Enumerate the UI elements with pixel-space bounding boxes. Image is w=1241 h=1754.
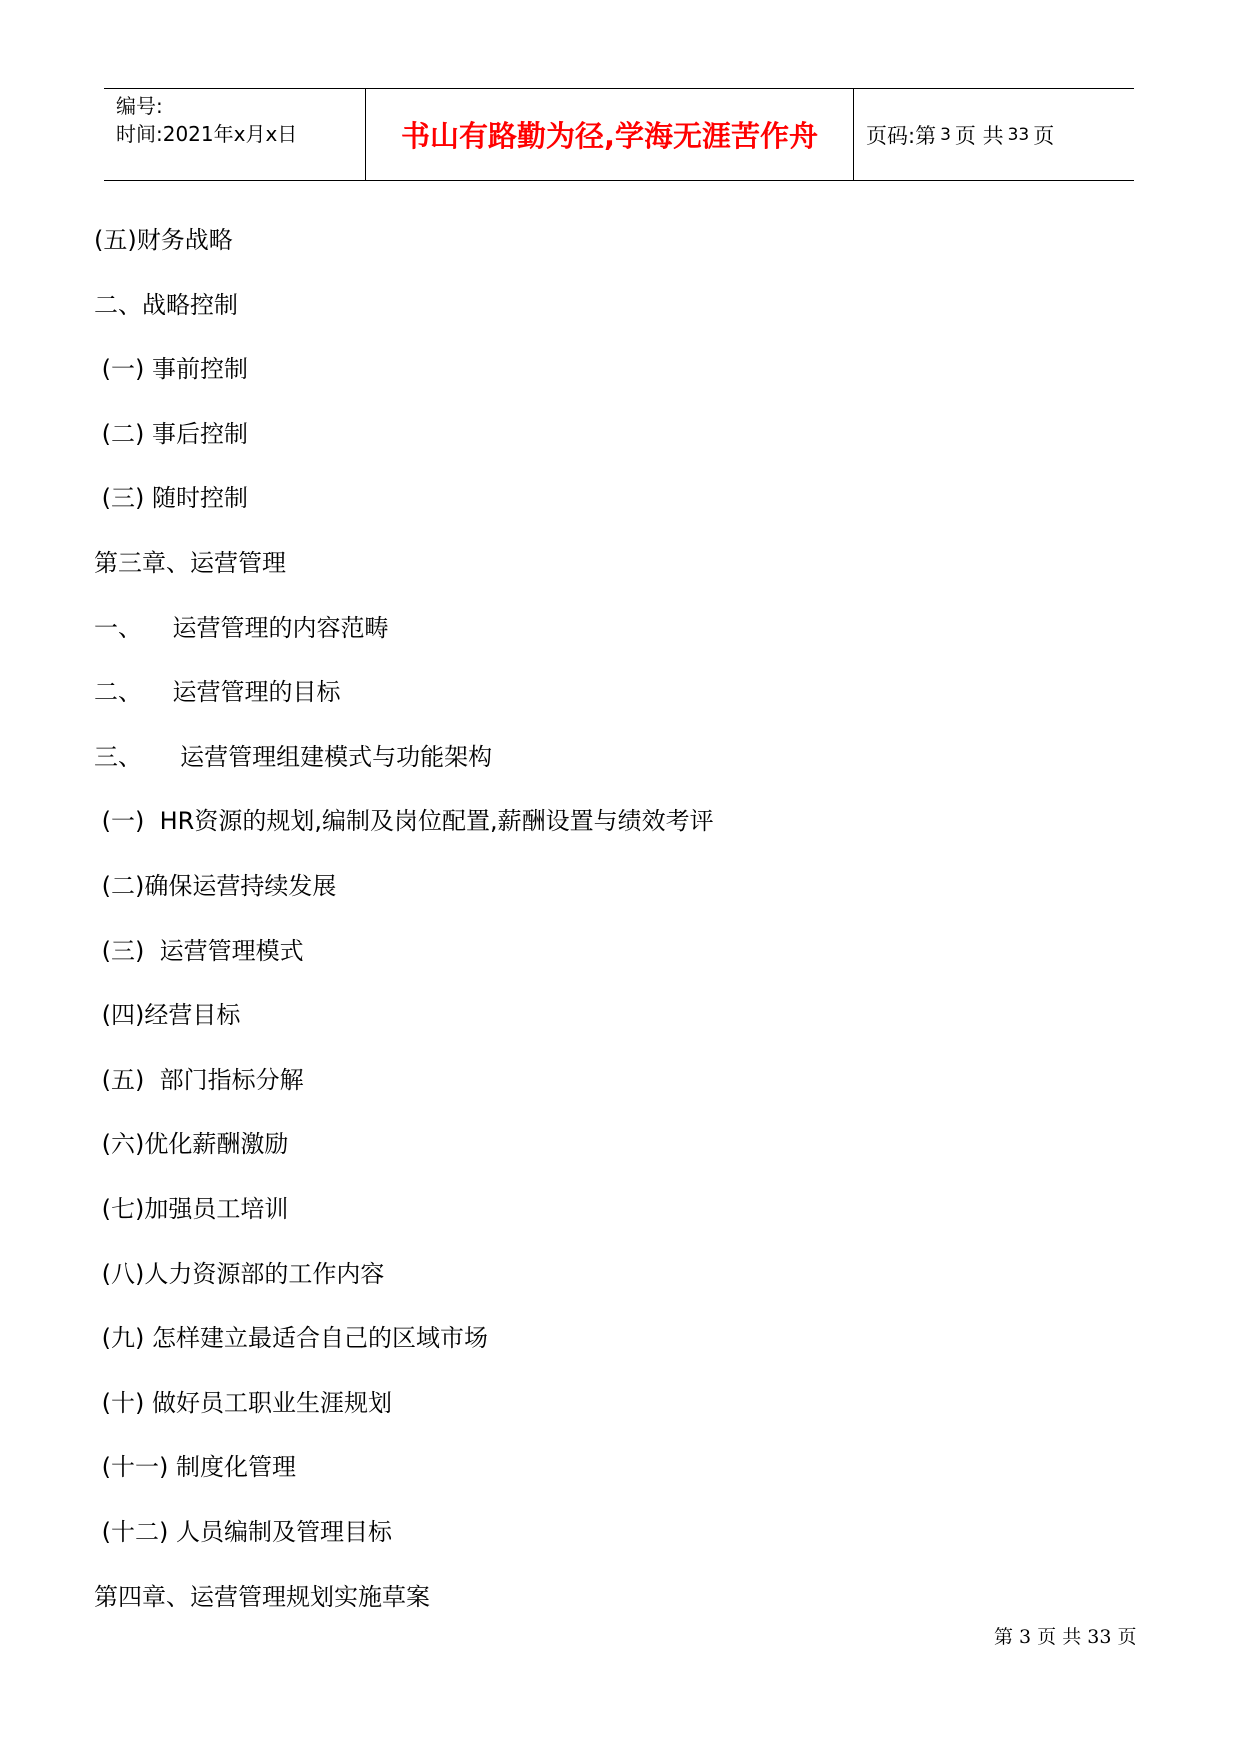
page-suffix: 页 — [1033, 123, 1055, 148]
toc-item: 第三章、运营管理 — [94, 549, 286, 577]
toc-item: (三) 随时控制 — [94, 484, 248, 513]
toc-item: 三、 运营管理组建模式与功能架构 — [94, 742, 493, 771]
toc-item: (八)人力资源部的工作内容 — [94, 1259, 385, 1288]
toc-item: (九) 怎样建立最适合自己的区域市场 — [94, 1324, 488, 1353]
page-mid: 页 共 — [954, 123, 1004, 148]
header-info-cell — [104, 89, 366, 180]
page-number: 3 — [940, 124, 951, 145]
motto-text: 书山有路勤为径,学海无涯苦作舟 — [400, 119, 819, 153]
serial-label: 编号: — [116, 94, 163, 118]
page-total: 33 — [1007, 124, 1030, 145]
toc-item: (一) HR资源的规划,编制及岗位配置,薪酬设置与绩效考评 — [94, 807, 714, 836]
toc-item: 一、 运营管理的内容范畴 — [94, 613, 389, 642]
page-prefix: 页码:第 — [866, 123, 937, 148]
toc-item: (四)经营目标 — [94, 1001, 241, 1030]
page-footer: 第 3 页 共 33 页 — [994, 1626, 1137, 1648]
toc-item: (二)确保运营持续发展 — [94, 872, 337, 900]
header-motto-cell — [366, 89, 854, 180]
toc-item: 二、战略控制 — [94, 290, 238, 319]
toc-item: (十二) 人员编制及管理目标 — [94, 1518, 392, 1546]
toc-item: (三) 运营管理模式 — [94, 936, 304, 965]
toc-item: (一) 事前控制 — [94, 355, 248, 384]
header-page-cell — [854, 89, 1134, 180]
toc-item: 第四章、运营管理规划实施草案 — [94, 1582, 430, 1611]
toc-item: (七)加强员工培训 — [94, 1195, 289, 1223]
time-label: 时间:2021年x月x日 — [116, 122, 298, 146]
page-header — [104, 88, 1134, 181]
toc-item: (二) 事后控制 — [94, 419, 248, 448]
toc-item: (五)财务战略 — [94, 226, 233, 254]
toc-item: (六)优化薪酬激励 — [94, 1130, 289, 1159]
toc-item: (十) 做好员工职业生涯规划 — [94, 1388, 392, 1417]
toc-item: (十一) 制度化管理 — [94, 1453, 296, 1482]
toc-item: (五) 部门指标分解 — [94, 1065, 304, 1094]
toc-item: 二、 运营管理的目标 — [94, 678, 341, 707]
